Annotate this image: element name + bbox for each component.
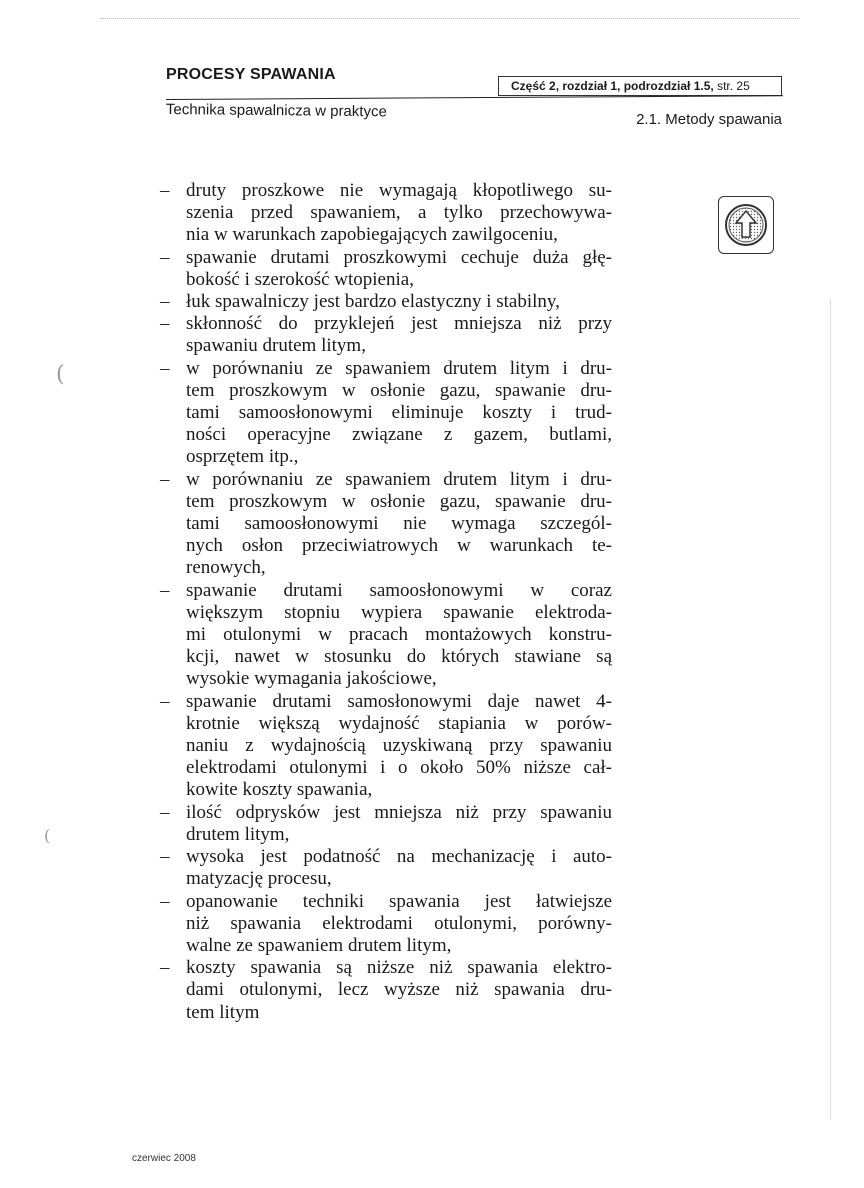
bullet-dash: – — [160, 890, 170, 912]
list-item — [142, 180, 612, 247]
bullet-dash: – — [160, 246, 170, 268]
list-item-text — [186, 802, 612, 846]
list-item-text — [186, 691, 612, 802]
text-line: spawanie drutami samosłonowymi daje nawet 4- — [186, 690, 612, 712]
text-line: osprzętem itp., — [186, 446, 299, 468]
scan-edge-line — [830, 300, 831, 1120]
up-arrow-circle-icon — [718, 196, 774, 254]
text-line: bokość i szerokość wtopienia, — [186, 268, 414, 290]
text-line: ności operacyjne związane z gazem, butlami, — [186, 424, 612, 446]
bullet-dash: – — [160, 690, 170, 712]
list-item — [142, 469, 612, 580]
list-item-text — [186, 957, 612, 1024]
text-line: spawanie drutami samoosłonowymi w coraz — [186, 579, 612, 601]
bullet-dash: – — [160, 801, 170, 823]
list-item — [142, 802, 612, 846]
list-item — [142, 846, 612, 890]
text-line: w porównaniu ze spawaniem drutem litym i dru- — [186, 468, 612, 490]
text-line: spawanie drutami proszkowymi cechuje duża głę- — [186, 246, 612, 268]
part-reference: Część 2, rozdział 1, podrozdział 1.5, — [511, 79, 714, 93]
page-reference: str. 25 — [713, 79, 750, 93]
bullet-dash: – — [160, 846, 170, 868]
text-line: kcji, nawet w stosunku do których stawiane są — [186, 646, 612, 668]
text-line: renowych, — [186, 557, 266, 579]
text-line: wysokie wymagania jakościowe, — [186, 668, 437, 690]
page-header-title: PROCESY SPAWANIA — [166, 66, 336, 83]
text-line: walne ze spawaniem drutem litym, — [186, 934, 452, 956]
text-line: w porównaniu ze spawaniem drutem litym i dru- — [186, 357, 612, 379]
margin-punch-mark: ( — [44, 826, 51, 845]
bullet-dash: – — [160, 357, 170, 379]
list-item — [142, 313, 612, 357]
text-line: większym stopniu wypiera spawanie elektroda- — [186, 601, 612, 623]
text-line: opanowanie techniki spawania jest łatwiejsze — [186, 890, 612, 912]
list-item-text — [186, 469, 612, 580]
text-line: matyzację procesu, — [186, 868, 332, 890]
text-line: druty proszkowe nie wymagają kłopotliwego su- — [186, 180, 612, 201]
list-item-text — [186, 291, 612, 313]
text-line: tem proszkowym w osłonie gazu, spawanie dru- — [186, 490, 612, 512]
text-line: kowite koszty spawania, — [186, 779, 373, 801]
text-line: tami samoosłonowymi nie wymaga szczegól- — [186, 513, 612, 535]
list-item-text — [186, 180, 612, 247]
list-item — [142, 358, 612, 469]
text-line: tem proszkowym w osłonie gazu, spawanie dru- — [186, 379, 612, 401]
bullet-dash: – — [160, 468, 170, 490]
page-header-subtitle: Technika spawalnicza w praktyce — [165, 101, 387, 121]
text-line: niż spawania elektrodami otulonymi, porówny- — [186, 912, 612, 934]
list-item-text — [186, 580, 612, 691]
text-line: nia w warunkach zapobiegających zawilgoceniu, — [186, 224, 558, 246]
section-reference: 2.1. Metody spawania — [636, 111, 782, 128]
list-item — [142, 291, 612, 313]
bullet-dash: – — [160, 957, 170, 979]
list-item — [142, 247, 612, 291]
text-line: koszty spawania są niższe niż spawania elektro- — [186, 957, 612, 979]
bullet-dash: – — [160, 291, 170, 313]
list-item — [142, 580, 612, 691]
scan-edge-dots — [100, 18, 800, 19]
list-item-text — [186, 891, 612, 958]
text-line: mi otulonymi w pracach montażowych konstru- — [186, 624, 612, 646]
text-line: dami otulonymi, lecz wyższe niż spawania dru- — [186, 979, 612, 1001]
text-line: naniu z wydajnością uzyskiwaną przy spawaniu — [186, 735, 612, 757]
list-item — [142, 691, 612, 802]
text-line: nych osłon przeciwiatrowych w warunkach te- — [186, 535, 612, 557]
list-item-text — [186, 313, 612, 357]
text-line: tami samoosłonowymi eliminuje koszty i trud- — [186, 402, 612, 424]
text-line: ilość odprysków jest mniejsza niż przy spawaniu — [186, 801, 612, 823]
part-reference-box — [498, 76, 782, 96]
list-item-text — [186, 358, 612, 469]
list-item-text — [186, 846, 612, 890]
bullet-dash: – — [160, 579, 170, 601]
list-item — [142, 891, 612, 958]
list-item — [142, 957, 612, 1024]
text-line: krotnie większą wydajność stapiania w porów- — [186, 712, 612, 734]
bullet-list — [142, 180, 612, 1024]
header-rule — [166, 95, 783, 100]
bullet-dash: – — [160, 180, 170, 201]
text-line: drutem litym, — [186, 823, 290, 845]
list-item-text — [186, 247, 612, 291]
text-line: elektrodami otulonymi i o około 50% niższe cał- — [186, 757, 612, 779]
text-line: łuk spawalniczy jest bardzo elastyczny i stabilny, — [186, 291, 560, 313]
text-line: skłonność do przyklejeń jest mniejsza niż przy — [186, 313, 612, 335]
text-line: tem litym — [186, 1001, 260, 1023]
margin-punch-mark: ( — [56, 362, 65, 387]
text-line: wysoka jest podatność na mechanizację i auto- — [186, 846, 612, 868]
footer-date: czerwiec 2008 — [132, 1153, 196, 1164]
bullet-dash: – — [160, 313, 170, 335]
text-line: szenia przed spawaniem, a tylko przechowywa- — [186, 202, 612, 224]
text-line: spawaniu drutem litym, — [186, 335, 366, 357]
